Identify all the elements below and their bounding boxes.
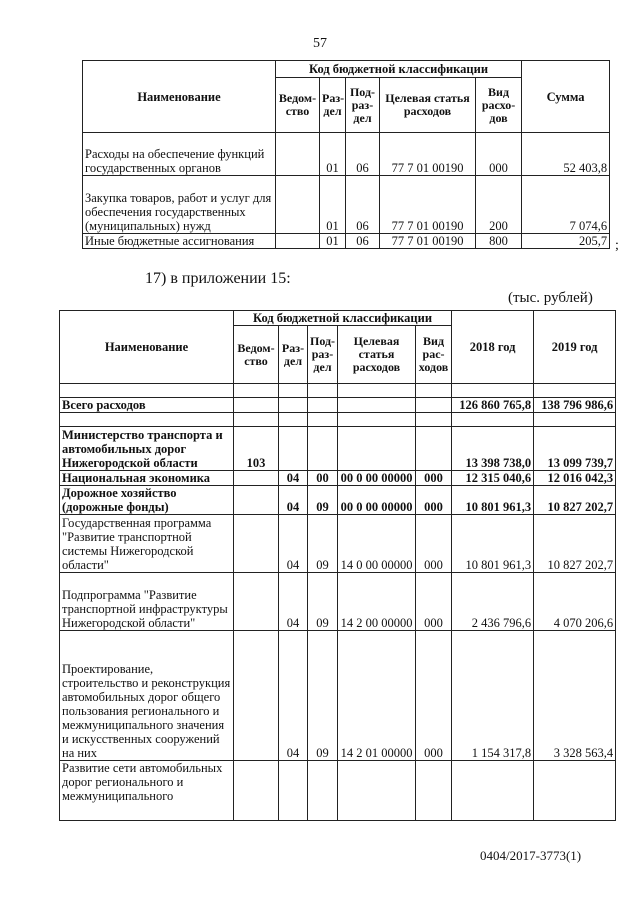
t2-cell-cs: 00 0 00 00000 [338, 471, 416, 486]
t2-cell-pr: 00 [308, 471, 338, 486]
t2-cell-name: Национальная экономика [60, 471, 234, 486]
table-row [60, 515, 616, 573]
t2-cell-name: Дорожное хозяйство (дорожные фонды) [60, 486, 234, 515]
t2-cell-name: Министерство транспорта и автомобильных дорог Нижегородской области [60, 427, 234, 471]
t1-cell-rz: 01 [320, 176, 346, 234]
t2-cell-2018: 10 801 961,3 [452, 515, 534, 573]
t2-cell-vr [416, 398, 452, 413]
t1-cell-vr: 200 [476, 176, 522, 234]
page-number: 57 [313, 36, 327, 51]
t2-cell-name: Проектирование, строительство и реконструкция автомобильных дорог общего пользования регионального и межмуниципального значения и искусственных сооружений на них [60, 631, 234, 761]
t2-header-code-group: Код бюджетной классификации [234, 311, 452, 326]
t2-cell-cs [338, 761, 416, 821]
t1-cell-rz: 01 [320, 234, 346, 249]
t2-cell-2019: 10 827 202,7 [534, 486, 616, 515]
t2-cell-2018: 12 315 040,6 [452, 471, 534, 486]
table-row [60, 427, 616, 471]
t1-cell-pr: 06 [346, 176, 380, 234]
table-row [83, 234, 610, 249]
t2-cell-vr [416, 761, 452, 821]
t2-cell-2019: 3 328 563,4 [534, 631, 616, 761]
t2-cell-cs: 14 2 00 00000 [338, 573, 416, 631]
t2-cell-ved [234, 761, 279, 821]
t2-cell-ved [234, 486, 279, 515]
section-title: 17) в приложении 15: [145, 270, 291, 287]
t1-header-code-group: Код бюджетной классификации [276, 61, 522, 78]
t2-header-2019: 2019 год [534, 311, 616, 384]
t2-cell-name: Всего расходов [60, 398, 234, 413]
budget-table-2 [59, 310, 616, 821]
table-row [60, 761, 616, 821]
t2-cell-pr: 09 [308, 573, 338, 631]
t1-cell-cs: 77 7 01 00190 [380, 234, 476, 249]
t1-cell-ved [276, 234, 320, 249]
t2-cell-ved: 103 [234, 427, 279, 471]
t1-cell-cs: 77 7 01 00190 [380, 133, 476, 176]
t2-cell-2019: 13 099 739,7 [534, 427, 616, 471]
t2-cell-2018 [452, 761, 534, 821]
t1-cell-name: Закупка товаров, работ и услуг для обеспечения государственных (муниципальных) нужд [83, 176, 276, 234]
t1-header-vid: Вид расхо-дов [476, 78, 522, 133]
t2-cell-2018: 126 860 765,8 [452, 398, 534, 413]
t2-cell-rz: 04 [279, 486, 308, 515]
t2-cell-rz: 04 [279, 471, 308, 486]
t2-cell-pr [308, 761, 338, 821]
t2-cell-pr: 09 [308, 486, 338, 515]
t2-cell-name: Развитие сети автомобильных дорог регионального и межмуниципального [60, 761, 234, 821]
t2-cell-vr: 000 [416, 486, 452, 515]
t1-cell-pr: 06 [346, 133, 380, 176]
footer-code: 0404/2017-3773(1) [480, 848, 582, 863]
t2-cell-rz [279, 427, 308, 471]
t2-cell-pr [308, 398, 338, 413]
t2-cell-2018: 13 398 738,0 [452, 427, 534, 471]
t2-header-name: Наименование [60, 311, 234, 384]
spacer-row [60, 413, 616, 427]
t2-cell-cs: 00 0 00 00000 [338, 486, 416, 515]
table1-trailing-semicolon: ; [615, 238, 619, 253]
t2-cell-2019: 4 070 206,6 [534, 573, 616, 631]
t2-cell-ved [234, 631, 279, 761]
t2-cell-vr: 000 [416, 631, 452, 761]
t2-cell-rz [279, 761, 308, 821]
t1-cell-vr: 000 [476, 133, 522, 176]
t1-header-podrazdel: Под-раз-дел [346, 78, 380, 133]
t1-header-razdel: Раз-дел [320, 78, 346, 133]
t2-cell-pr: 09 [308, 631, 338, 761]
t2-cell-rz: 04 [279, 573, 308, 631]
t1-cell-ved [276, 133, 320, 176]
table-row [83, 176, 610, 234]
t2-header-tselevaya: Целевая статья расходов [338, 326, 416, 384]
table-row [83, 133, 610, 176]
t1-cell-name: Иные бюджетные ассигнования [83, 234, 276, 249]
budget-table-1 [82, 60, 610, 249]
t2-header-podrazdel: Под-раз-дел [308, 326, 338, 384]
t1-cell-rz: 01 [320, 133, 346, 176]
t2-cell-ved [234, 471, 279, 486]
t1-cell-pr: 06 [346, 234, 380, 249]
t2-cell-ved [234, 573, 279, 631]
t1-header-sum: Сумма [522, 61, 610, 133]
t2-cell-cs: 14 0 00 00000 [338, 515, 416, 573]
t2-cell-pr [308, 427, 338, 471]
table-row [60, 471, 616, 486]
t1-cell-vr: 800 [476, 234, 522, 249]
t1-cell-sum: 52 403,8 [522, 133, 610, 176]
t2-cell-cs [338, 398, 416, 413]
t1-cell-name: Расходы на обеспечение функций государственных органов [83, 133, 276, 176]
table-row [60, 398, 616, 413]
t1-cell-sum: 205,7 [522, 234, 610, 249]
t2-cell-ved [234, 515, 279, 573]
t2-cell-vr: 000 [416, 573, 452, 631]
t1-header-name: Наименование [83, 61, 276, 133]
t2-cell-2019: 12 016 042,3 [534, 471, 616, 486]
t2-cell-vr [416, 427, 452, 471]
t2-cell-2018: 1 154 317,8 [452, 631, 534, 761]
table-row [60, 486, 616, 515]
t2-cell-rz: 04 [279, 631, 308, 761]
spacer-row [60, 384, 616, 398]
t2-cell-name: Подпрограмма "Развитие транспортной инфраструктуры Нижегородской области" [60, 573, 234, 631]
table-row [60, 573, 616, 631]
units-label: (тыс. рублей) [508, 290, 593, 306]
t2-cell-2019 [534, 761, 616, 821]
t2-header-razdel: Раз-дел [279, 326, 308, 384]
t2-cell-cs [338, 427, 416, 471]
t1-cell-cs: 77 7 01 00190 [380, 176, 476, 234]
t2-cell-2018: 10 801 961,3 [452, 486, 534, 515]
t2-header-vid: Вид рас-ходов [416, 326, 452, 384]
t2-cell-vr: 000 [416, 471, 452, 486]
t2-cell-name: Государственная программа "Развитие транспортной системы Нижегородской области" [60, 515, 234, 573]
t2-cell-rz: 04 [279, 515, 308, 573]
t2-cell-2019: 10 827 202,7 [534, 515, 616, 573]
t2-cell-ved [234, 398, 279, 413]
t2-cell-2018: 2 436 796,6 [452, 573, 534, 631]
t2-header-vedomstvo: Ведом-ство [234, 326, 279, 384]
t2-cell-cs: 14 2 01 00000 [338, 631, 416, 761]
t2-cell-vr: 000 [416, 515, 452, 573]
t2-cell-pr: 09 [308, 515, 338, 573]
t1-header-vedomstvo: Ведом-ство [276, 78, 320, 133]
t2-cell-rz [279, 398, 308, 413]
t2-cell-2019: 138 796 986,6 [534, 398, 616, 413]
t1-cell-sum: 7 074,6 [522, 176, 610, 234]
t1-header-tselevaya: Целевая статья расходов [380, 78, 476, 133]
table-row [60, 631, 616, 761]
t2-header-2018: 2018 год [452, 311, 534, 384]
t1-cell-ved [276, 176, 320, 234]
